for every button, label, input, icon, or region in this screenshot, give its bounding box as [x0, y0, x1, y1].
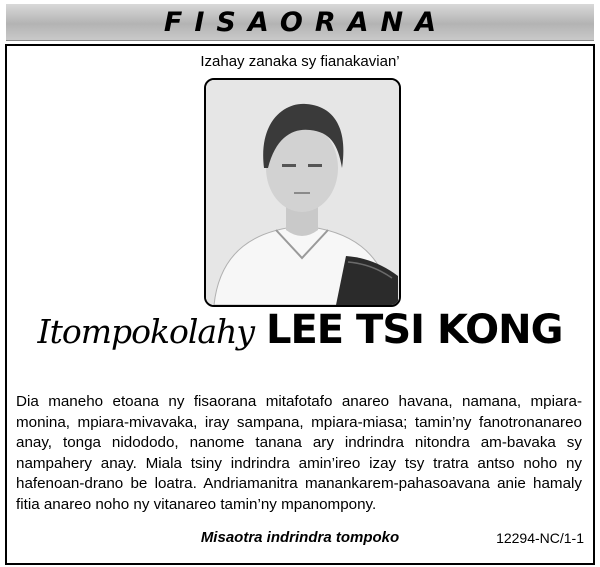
portrait-photo — [204, 78, 401, 307]
notice-frame — [5, 44, 595, 565]
honorific: Itompokolahy — [37, 312, 254, 351]
page-title: FISAORANA — [163, 7, 449, 38]
reference-code: 12294-NC/1-1 — [496, 530, 584, 546]
header-band — [6, 4, 594, 41]
person-name: LEE TSI KONG — [265, 307, 563, 353]
signoff: Misaotra indrindra tompoko — [200, 529, 400, 546]
name-line — [7, 307, 593, 353]
notice-subheading: Izahay zanaka sy fianakavian’ — [200, 53, 400, 70]
notice-body: Dia maneho etoana ny fisaorana mitafotafo anareo havana, namana, mpiara-monina, mpiara-mivavaka, iray sampana, mpiara-miasa; tamin’ny fanotronanareo anay, tonga nidododo, nanome tanana ary indrindra nitondra am-bavaka sy nampahery anay. Miala tsiny indrindra amin’ireo izay tsy tratra antso noho ny hafenoan-drano be loatra. Andriamanitra manankarem-pahasoavana anie hamaly fitia anareo noho ny vitanareo tamin’ny mpanompony. — [16, 393, 582, 513]
portrait-illustration — [206, 80, 399, 305]
